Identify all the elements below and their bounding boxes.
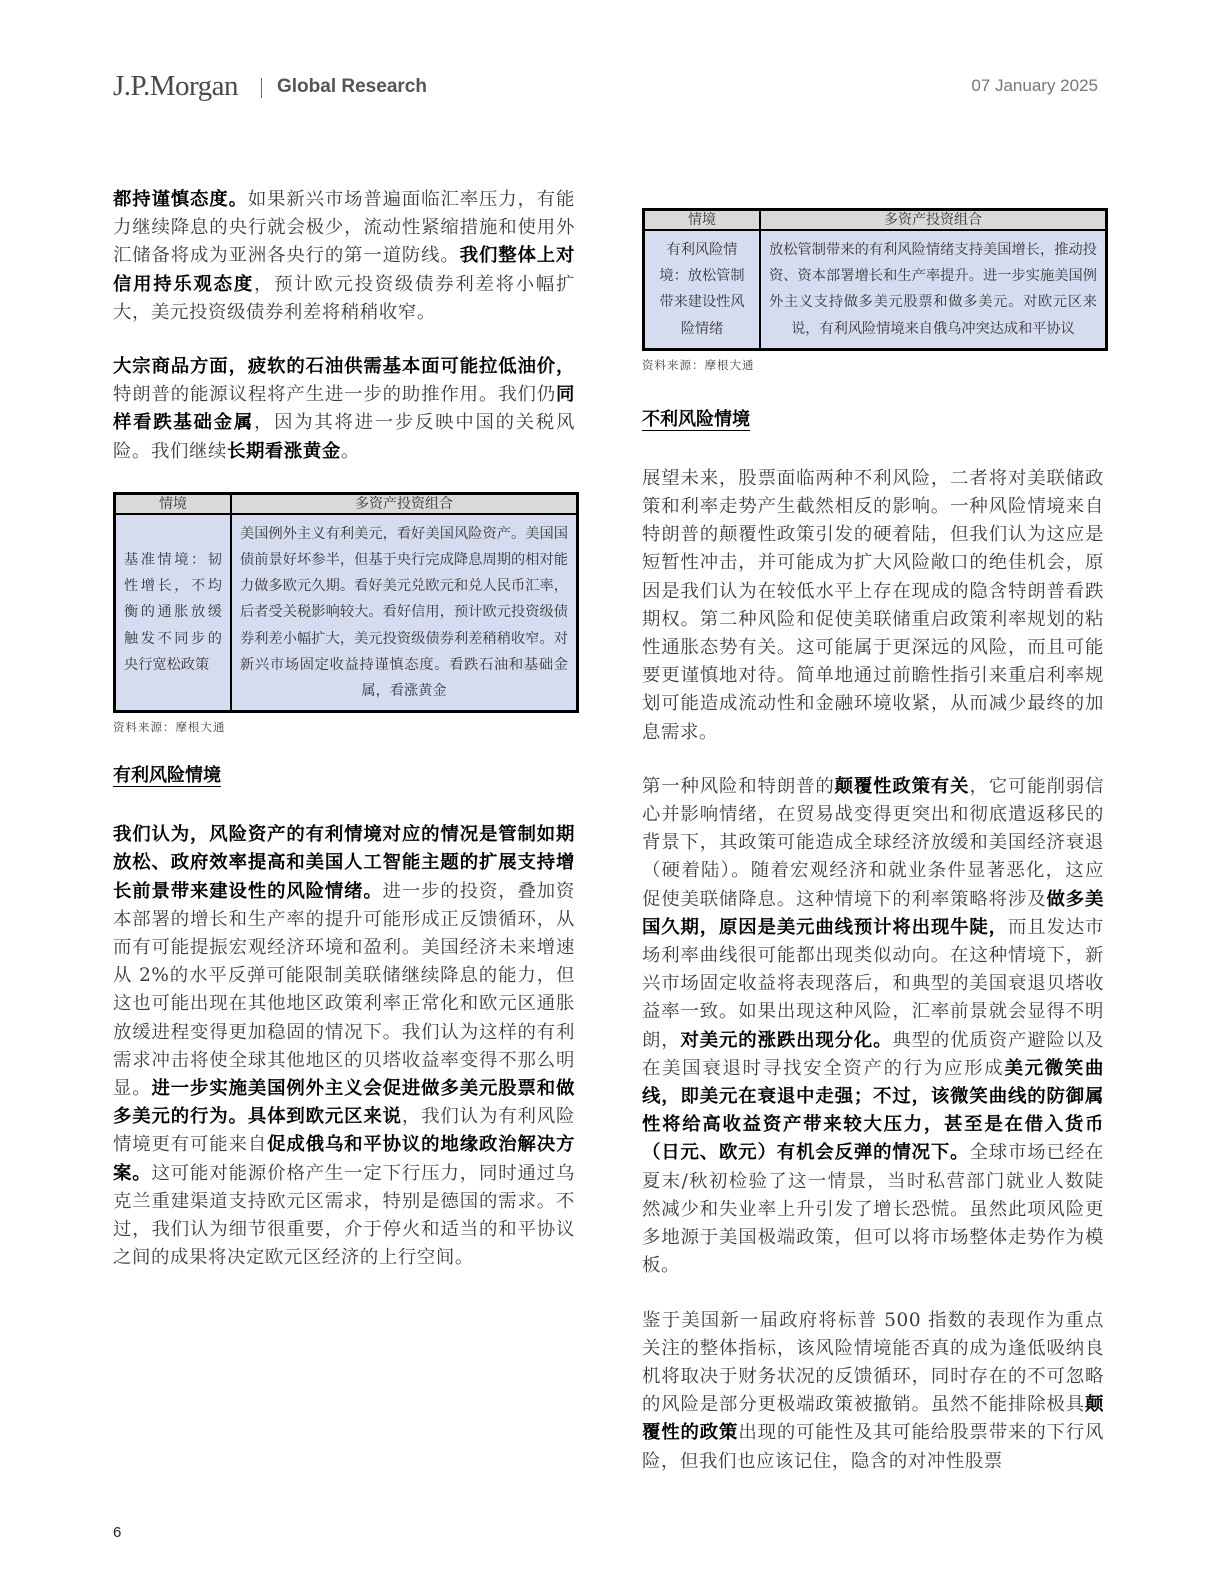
paragraph-commodities (113, 353, 575, 466)
bold-text: 都持谨慎态度。 (113, 189, 248, 210)
body-text: 鉴于美国新一届政府将标普 500 指数的表现作为重点关注的整体指标，该风险情境能否真的成为逢低吸纳良机将取决于财务状况的反馈循环，同时存在的不可忽略的风险是部分更极端政策被撤销。虽然不能排除极具 (642, 1309, 1104, 1416)
paragraph-sp500 (642, 1307, 1104, 1476)
bold-text: 美元微笑曲线，即美元在衰退中走强；不过，该微笑曲线的防御属性将给高收益资产带来较大压力，甚至是在借入货币（日元、欧元）有机会反弹的情况下。 (642, 1057, 1104, 1164)
left-column (113, 186, 575, 1299)
bold-text: 大宗商品方面，疲软的石油供需基本面可能拉低油价， (113, 356, 575, 378)
paragraph-credit (113, 186, 575, 327)
section-heading-downside: 不利风险情境 (642, 408, 750, 430)
scenario-cell: 基准情境：韧性增长，不均衡的通胀放缓触发不同步的央行宽松政策 (115, 514, 232, 712)
header-scenario: 情境 (644, 210, 761, 231)
bold-text: 我们认为，风险资产的有利情境对应的情况是管制如期放松、政府效率提高和美国人工智能主题的扩展支持增长前景带来建设性的风险情绪。 (113, 824, 575, 902)
table-source: 资料来源：摩根大通 (642, 357, 755, 372)
table-row (644, 230, 1107, 349)
body-text: ，因为其将进一步反映中国的关税风险。我们继续 (113, 412, 576, 462)
header-divider (261, 78, 262, 98)
paragraph-upside (113, 821, 575, 1272)
body-text: 全球市场已经在夏末/秋初检验了这一情景，当时私营部门就业人数陡然减少和失业率上升引发了增长恐慌。虽然此项风险更多地源于美国极端政策，但可以将市场整体走势作为模板。 (642, 1142, 1104, 1277)
right-column (642, 208, 1104, 1502)
bold-text: 同样看跌基础金属 (113, 384, 575, 434)
jpmorgan-logo: J.P.Morgan (113, 70, 238, 102)
body-text: 这可能对能源价格产生一定下行压力，同时通过乌克兰重建渠道支持欧元区需求，特别是德国的需求。不过，我们认为细节很重要，介于停火和适当的和平协议之间的成果将决定欧元区经济的上行空间。 (113, 1162, 576, 1269)
bold-text: 做多美国久期，原因是美元曲线预计将出现牛陡， (642, 888, 1104, 938)
body-text: 如果新兴市场普遍面临汇率压力，有能力继续降息的央行就会极少，流动性紧缩措施和使用外汇储备将成为亚洲各央行的第一道防线。 (113, 189, 575, 267)
table-row (115, 514, 578, 712)
section-heading-upside: 有利风险情境 (113, 765, 221, 787)
bold-text: 我们整体上对信用持乐观态度 (113, 245, 575, 295)
portfolio-cell: 美国例外主义有利美元，看好美国风险资产。美国国债前景好坏参半，但基于央行完成降息周期的相对能力做多欧元久期。看好美元兑欧元和兑人民币汇率，后者受关税影响较大。看好信用，预计欧元投资级债券利差小幅扩大，美元投资级债券利差稍稍收窄。对新兴市场固定收益持谨慎态度。看跌石油和基础金属，看涨黄金 (231, 514, 578, 712)
table-header-row (644, 210, 1107, 231)
upside-scenario-table (642, 208, 1108, 351)
body-text: 。 (340, 440, 360, 462)
body-text: 进一步的投资，叠加资本部署的增长和生产率的提升可能形成正反馈循环，从而有可能提振宏观经济环境和盈利。美国经济未来增速从 2%的水平反弹可能限制美联储继续降息的能力，但这也可能出现在其他地区政策利率正常化和欧元区通胀放缓进程变得更加稳固的情况下。我们认为这样的有利需求冲击将使全球其他地区的贝塔收益率变得不那么明显。 (113, 880, 575, 1100)
body-text: 而且发达市场利率曲线很可能都出现类似动向。在这种情境下，新兴市场固定收益将表现落后，和典型的美国衰退贝塔收益率一致。如果出现这种风险，汇率前景就会显得不明朗， (642, 916, 1104, 1051)
table-header-row (115, 493, 578, 514)
bold-text: 进一步实施美国例外主义会促进做多美元股票和做多美元的行为。具体到欧元区来说 (113, 1078, 576, 1128)
body-text: 出现的可能性及其可能给股票带来的下行风险，但我们也应该记住，隐含的对冲性股票 (642, 1422, 1104, 1472)
body-text: ，它可能削弱信心并影响情绪，在贸易战变得更突出和彻底遣返移民的背景下，其政策可能造成全球经济放缓和美国经济衰退（硬着陆）。随着宏观经济和就业条件显著恶化，这应促使美联储降息。这种情境下的利率策略将涉及 (642, 775, 1104, 910)
base-scenario-table (113, 492, 579, 713)
body-text: 典型的优质资产避险以及在美国衰退时寻找安全资产的行为应形成 (642, 1029, 1105, 1079)
body-text: ，我们认为有利风险情境更有可能来自 (113, 1106, 575, 1156)
bold-text: 促成俄乌和平协议的地缘政治解决方案。 (113, 1134, 575, 1184)
paragraph-disruptive-policy (642, 773, 1104, 1281)
paragraph-downside-intro: 展望未来，股票面临两种不利风险，二者将对美联储政策和利率走势产生截然相反的影响。一种风险情境来自特朗普的颠覆性政策引发的硬着陆，但我们认为这应是短暂性冲击，并可能成为扩大风险敞口的绝佳机会，原因是我们认为在较低水平上存在现成的隐含特朗普看跌期权。第二种风险和促使美联储重启政策利率规划的粘性通胀态势有关。这可能属于更深远的风险，而且可能要更谨慎地对待。简单地通过前瞻性指引来重启利率规划可能造成流动性和金融环境收紧，从而减少最终的加息需求。 (642, 467, 1104, 743)
bold-text: 颠覆性政策有关 (834, 775, 970, 797)
scenario-cell: 有利风险情境：放松管制带来建设性风险情绪 (644, 230, 761, 349)
portfolio-cell: 放松管制带来的有利风险情绪支持美国增长，推动投资、资本部署增长和生产率提升。进一步实施美国例外主义支持做多美元股票和做多美元。对欧元区来说，有利风险情境来自俄乌冲突达成和平协议 (760, 230, 1107, 349)
body-text: 第一种风险和特朗普的 (642, 775, 835, 797)
body-text: ，预计欧元投资级债券利差将小幅扩大，美元投资级债券利差将稍稍收窄。 (113, 273, 576, 323)
bold-text: 颠覆性的政策 (642, 1394, 1104, 1444)
header-portfolio: 多资产投资组合 (760, 210, 1107, 231)
body-text: 特朗普的能源议程将产生进一步的助推作用。我们仍 (113, 384, 556, 406)
table-source: 资料来源：摩根大通 (113, 720, 226, 735)
bold-text: 长期看涨黄金 (226, 440, 341, 462)
publication-date: 07 January 2025 (971, 76, 1098, 95)
header-portfolio: 多资产投资组合 (231, 493, 578, 514)
page-header (113, 70, 1098, 106)
page-number: 6 (113, 1524, 122, 1541)
header-scenario: 情境 (115, 493, 232, 514)
bold-text: 对美元的涨跌出现分化。 (680, 1029, 893, 1051)
section-title: Global Research (277, 76, 427, 97)
